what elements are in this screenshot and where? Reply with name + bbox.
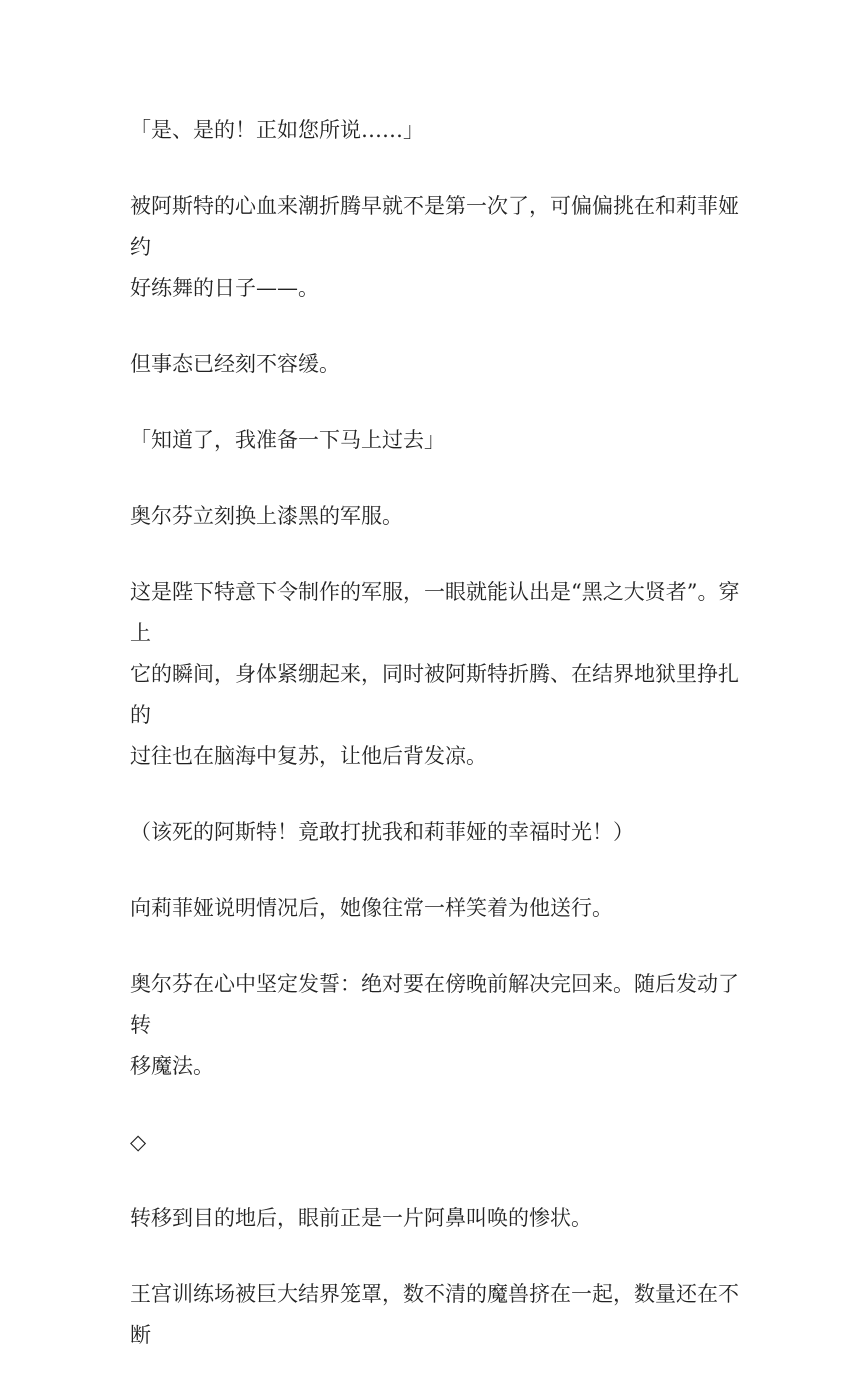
narration-paragraph: 奥尔芬在心中坚定发誓：绝对要在傍晚前解决完回来。随后发动了转 移魔法。 (130, 972, 739, 1078)
narration-paragraph: 向莉菲娅说明情况后，她像往常一样笑着为他送行。 (130, 896, 613, 920)
narration-paragraph: 转移到目的地后，眼前正是一片阿鼻叫唤的惨状。 (130, 1206, 592, 1230)
inner-thought-paragraph: （该死的阿斯特！竟敢打扰我和莉菲娅的幸福时光！） (130, 820, 634, 844)
narration-paragraph: 但事态已经刻不容缓。 (130, 352, 340, 376)
document-page (130, 110, 745, 1391)
narration-paragraph: 被阿斯特的心血来潮折腾早就不是第一次了，可偏偏挑在和莉菲娅约 好练舞的日子——。 (130, 194, 739, 300)
narration-paragraph: 奥尔芬立刻换上漆黑的军服。 (130, 504, 403, 528)
narration-paragraph: 王宫训练场被巨大结界笼罩，数不清的魔兽挤在一起，数量还在不断 (130, 1282, 739, 1347)
dialogue-paragraph: 「知道了，我准备一下马上过去」 (130, 428, 445, 452)
narration-paragraph: 这是陛下特意下令制作的军服，一眼就能认出是“黑之大贤者”。穿上 它的瞬间，身体紧绷起来，同时被阿斯特折腾、在结界地狱里挣扎的 过往也在脑海中复苏，让他后背发凉。 (130, 580, 740, 768)
scene-break-diamond: ◇ (130, 1130, 147, 1154)
dialogue-paragraph: 「是、是的！正如您所说……」 (130, 118, 424, 142)
